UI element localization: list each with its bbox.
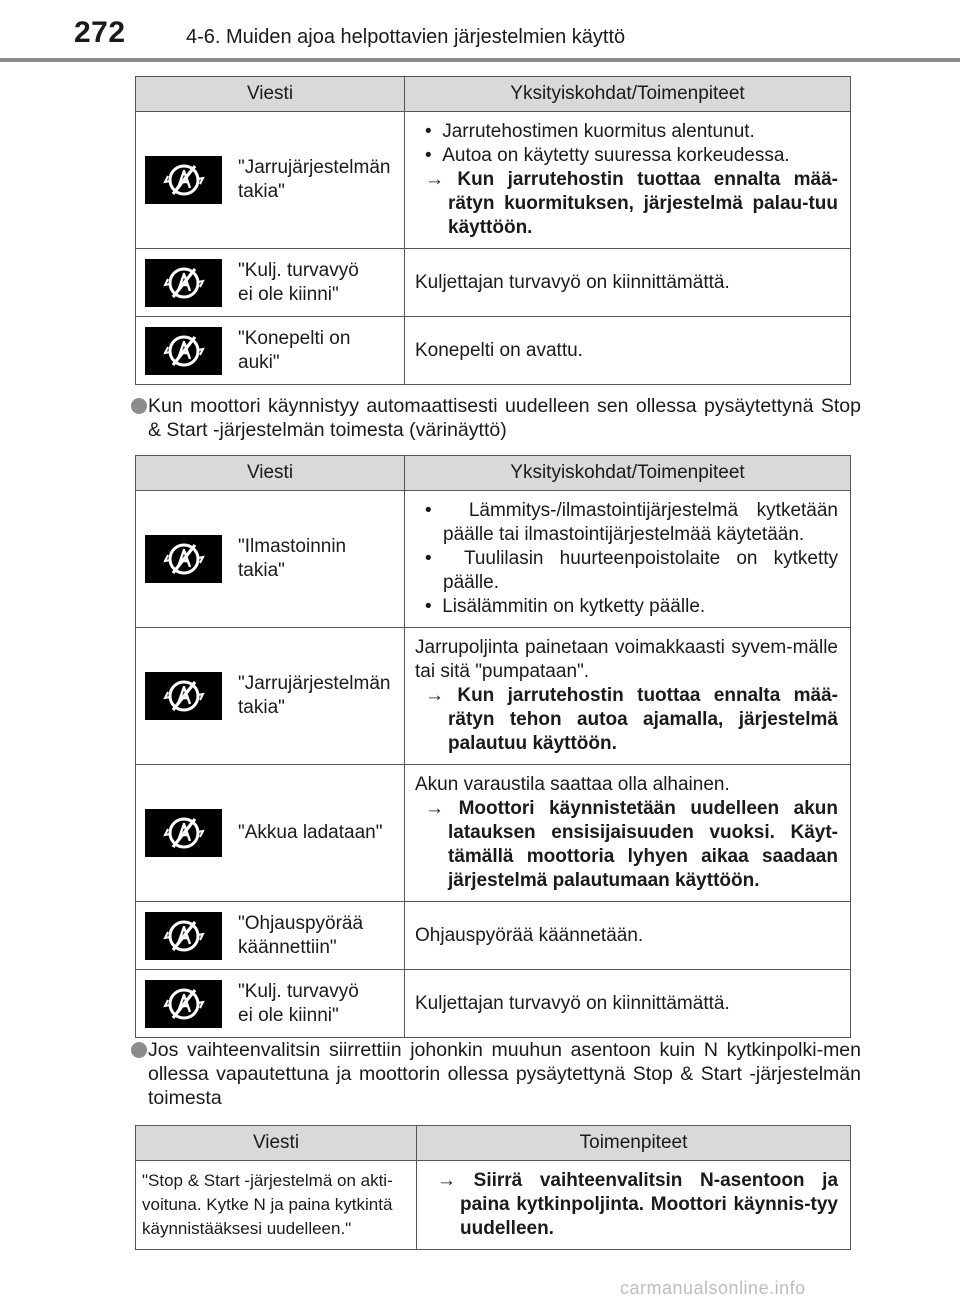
details-cell xyxy=(405,628,851,765)
arrow-icon: → xyxy=(425,169,444,190)
details-cell: Kuljettajan turvavyö on kiinnittämättä. xyxy=(405,970,851,1038)
column-header-message: Viesti xyxy=(136,456,405,491)
table-row xyxy=(136,317,851,385)
page-header xyxy=(0,0,960,62)
message-line: takia" xyxy=(238,560,285,581)
details-cell xyxy=(405,765,851,902)
chapter-title: 4-6. Muiden ajoa helpottavien järjestelmien käyttö xyxy=(186,26,626,48)
message-cell xyxy=(136,970,405,1038)
message-line: käynnistääksesi uudelleen." xyxy=(142,1219,352,1238)
section-intro-1 xyxy=(131,394,861,442)
bullet-item: • Lämmitys-/ilmastointijärjestelmä kytketään päälle tai ilmastointijärjestelmää käytetään. xyxy=(425,500,838,545)
section-text: Kun moottori käynnistyy automaattisesti uudelleen sen ollessa pysäytettynä Stop & Start -järjestelmän toimesta (värinäyttö) xyxy=(148,395,861,441)
message-line: ei ole kiinni" xyxy=(238,1004,339,1026)
bullet-item: • Tuulilasin huurteenpoistolaite on kytketty päälle. xyxy=(425,548,838,593)
message-table-2 xyxy=(135,455,851,1038)
action-item: → Kun jarrutehostin tuottaa ennalta mää-rätyn kuormituksen, järjestelmä palau-tuu käyttöön. xyxy=(425,169,839,238)
table-header-row xyxy=(136,456,851,491)
stop-start-off-icon xyxy=(145,259,222,307)
watermark: carmanualsonline.info xyxy=(620,1278,806,1298)
column-header-details: Yksityiskohdat/Toimenpiteet xyxy=(405,456,851,491)
stop-start-off-icon xyxy=(145,809,222,857)
bullet-item: • Jarrutehostimen kuormitus alentunut. xyxy=(425,121,755,142)
table-header-row xyxy=(136,77,851,112)
message-line: takia" xyxy=(238,697,285,718)
message-line: "Ohjauspyörää xyxy=(238,912,364,934)
message-line: auki" xyxy=(238,351,280,373)
message-line: "Konepelti on xyxy=(238,327,351,349)
table-row xyxy=(136,628,851,765)
details-cell xyxy=(417,1161,851,1250)
message-line: käännettiin" xyxy=(238,936,337,958)
page-number: 272 xyxy=(74,16,126,49)
details-cell: Kuljettajan turvavyö on kiinnittämättä. xyxy=(405,249,851,317)
message-line: "Jarrujärjestelmän xyxy=(238,157,391,178)
table-header-row xyxy=(136,1126,851,1161)
details-text: Jarrupoljinta painetaan voimakkaasti syvem-mälle tai sitä "pumpataan". xyxy=(415,637,838,682)
bullet-dot-icon xyxy=(131,1042,147,1058)
details-text: Akun varaustila saattaa olla alhainen. xyxy=(415,774,730,795)
message-line: voituna. Kytke N ja paina kytkintä xyxy=(142,1195,393,1214)
arrow-icon: → xyxy=(425,798,444,819)
table-row xyxy=(136,970,851,1038)
details-cell: Konepelti on avattu. xyxy=(405,317,851,385)
message-line: ei ole kiinni" xyxy=(238,283,339,305)
column-header-message: Viesti xyxy=(136,1126,417,1161)
message-table-3 xyxy=(135,1125,851,1250)
details-cell xyxy=(405,491,851,628)
stop-start-off-icon xyxy=(145,535,222,583)
message-cell xyxy=(136,902,405,970)
message-line: "Kulj. turvavyö xyxy=(238,980,359,1002)
stop-start-off-icon xyxy=(145,672,222,720)
column-header-details: Toimenpiteet xyxy=(417,1126,851,1161)
action-item: → Siirrä vaihteenvalitsin N-asentoon ja paina kytkinpoljinta. Moottori käynnis-tyy uudelleen. xyxy=(437,1170,839,1239)
table-row xyxy=(136,112,851,249)
message-line: "Kulj. turvavyö xyxy=(238,259,359,281)
message-line: "Akkua ladataan" xyxy=(238,822,383,843)
message-line: "Ilmastoinnin xyxy=(238,536,347,557)
message-cell xyxy=(136,317,405,385)
stop-start-off-icon xyxy=(145,912,222,960)
table-row xyxy=(136,902,851,970)
action-item: → Kun jarrutehostin tuottaa ennalta mää-rätyn tehon autoa ajamalla, järjestelmä palautuu käyttöön. xyxy=(425,685,839,754)
stop-start-off-icon xyxy=(145,156,222,204)
column-header-details: Yksityiskohdat/Toimenpiteet xyxy=(405,77,851,112)
action-item: → Moottori käynnistetään uudelleen akun latauksen ensisijaisuuden vuoksi. Käyt-tämällä moottoria lyhyen aikaa saadaan järjestelmä palautumaan käyttöön. xyxy=(425,798,839,891)
message-cell xyxy=(136,628,405,765)
table-row xyxy=(136,1161,851,1250)
details-cell: Ohjauspyörää käännetään. xyxy=(405,902,851,970)
table-row xyxy=(136,249,851,317)
message-table-1 xyxy=(135,76,851,385)
table-row xyxy=(136,491,851,628)
table-row xyxy=(136,765,851,902)
message-cell xyxy=(136,249,405,317)
bullet-item: • Lisälämmitin on kytketty päälle. xyxy=(425,596,706,617)
message-line: takia" xyxy=(238,181,285,202)
stop-start-off-icon xyxy=(145,327,222,375)
message-cell xyxy=(136,1161,417,1250)
message-line: "Stop & Start -järjestelmä on akti- xyxy=(142,1171,393,1190)
section-intro-2 xyxy=(131,1038,861,1110)
message-cell xyxy=(136,765,405,902)
message-line: "Jarrujärjestelmän xyxy=(238,673,391,694)
message-cell xyxy=(136,112,405,249)
bullet-item: • Autoa on käytetty suuressa korkeudessa. xyxy=(425,145,790,166)
arrow-icon: → xyxy=(425,685,444,706)
details-cell xyxy=(405,112,851,249)
bullet-dot-icon xyxy=(131,398,147,414)
column-header-message: Viesti xyxy=(136,77,405,112)
arrow-icon: → xyxy=(437,1170,456,1191)
section-text: Jos vaihteenvalitsin siirrettiin johonkin muuhun asentoon kuin N kytkinpolki-men ollessa vapautettuna ja moottorin ollessa pysäytettynä Stop & Start -järjestelmän toimesta xyxy=(148,1039,861,1109)
header-rule xyxy=(0,58,960,62)
message-cell xyxy=(136,491,405,628)
stop-start-off-icon xyxy=(145,980,222,1028)
